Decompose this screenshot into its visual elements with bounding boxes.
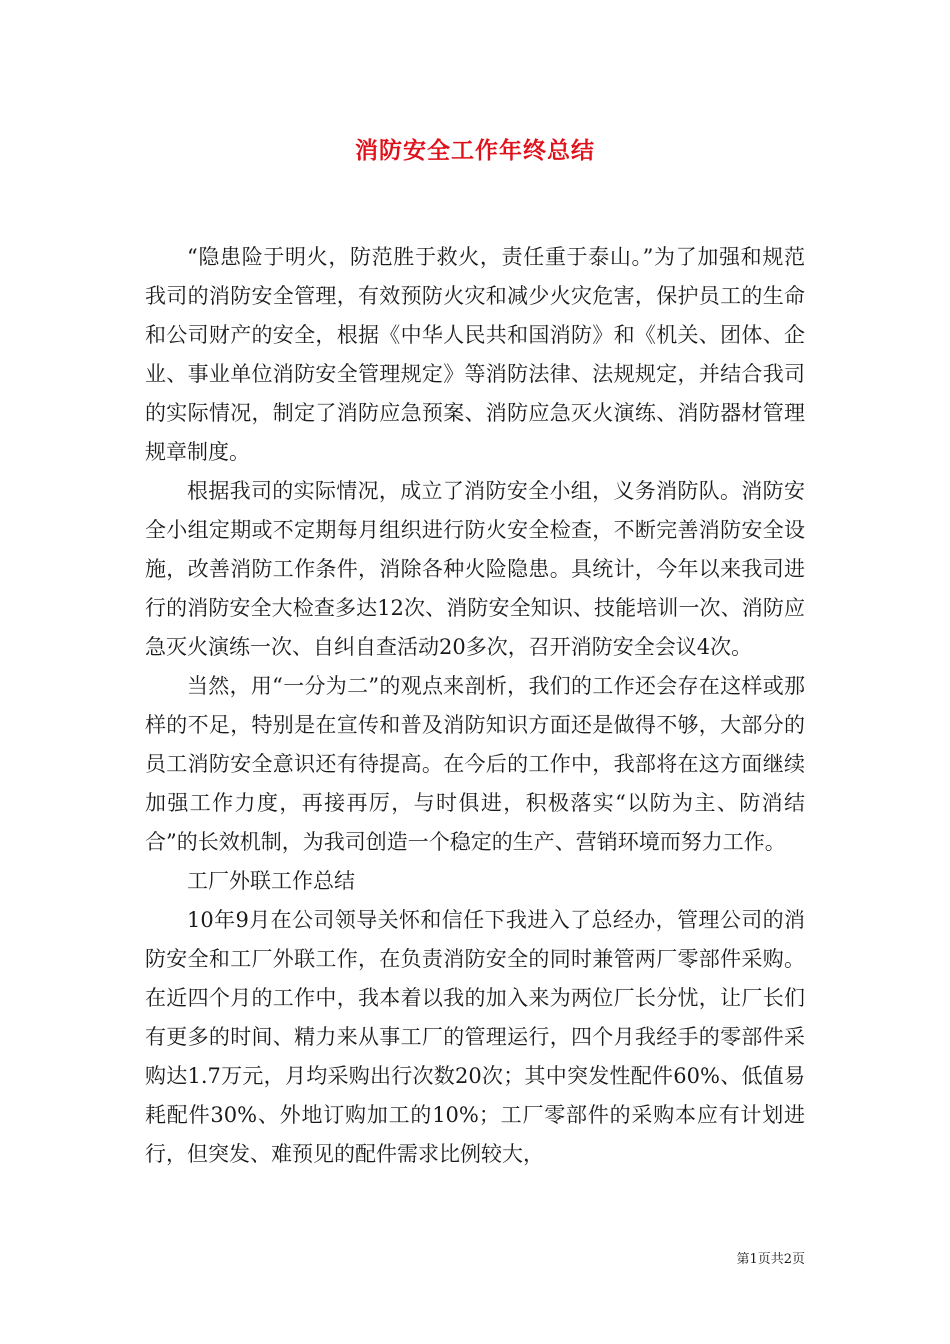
document-body — [145, 238, 805, 1174]
document-title: 消防安全工作年终总结 — [355, 137, 595, 164]
paragraph: 10年9月在公司领导关怀和信任下我进入了总经办，管理公司的消防安全和工厂外联工作，在负责消防安全的同时兼管两厂零部件采购。在近四个月的工作中，我本着以我的加入来为两位厂长分忧，让厂长们有更多的时间、精力来从事工厂的管理运行，四个月我经手的零部件采购达1.7万元，月均采购出行次数20次；其中突发性配件60%、低值易耗配件30%、外地订购加工的10%；工厂零部件的采购本应有计划进行，但突发、难预见的配件需求比例较大， — [145, 908, 805, 1166]
paragraph: 当然，用“一分为二”的观点来剖析，我们的工作还会存在这样或那样的不足，特别是在宣传和普及消防知识方面还是做得不够，大部分的员工消防安全意识还有待提高。在今后的工作中，我部将在这方面继续加强工作力度，再接再厉，与时俱进，积极落实“以防为主、防消结合”的长效机制，为我司创造一个稳定的生产、营销环境而努力工作。 — [145, 674, 805, 854]
page-number: 第1页共2页 — [736, 1252, 805, 1267]
paragraph: “隐患险于明火，防范胜于救火，责任重于泰山。”为了加强和规范我司的消防安全管理，有效预防火灾和减少火灾危害，保护员工的生命和公司财产的安全，根据《中华人民共和国消防》和《机关、团体、企业、事业单位消防安全管理规定》等消防法律、法规规定，并结合我司的实际情况，制定了消防应急预案、消防应急灭火演练、消防器材管理规章制度。 — [145, 245, 805, 464]
section-heading: 工厂外联工作总结 — [187, 869, 355, 893]
paragraph: 根据我司的实际情况，成立了消防安全小组，义务消防队。消防安全小组定期或不定期每月组织进行防火安全检查，不断完善消防安全设施，改善消防工作条件，消除各种火险隐患。具统计，今年以来我司进行的消防安全大检查多达12次、消防安全知识、技能培训一次、消防应急灭火演练一次、自纠自查活动20多次，召开消防安全会议4次。 — [145, 479, 805, 659]
